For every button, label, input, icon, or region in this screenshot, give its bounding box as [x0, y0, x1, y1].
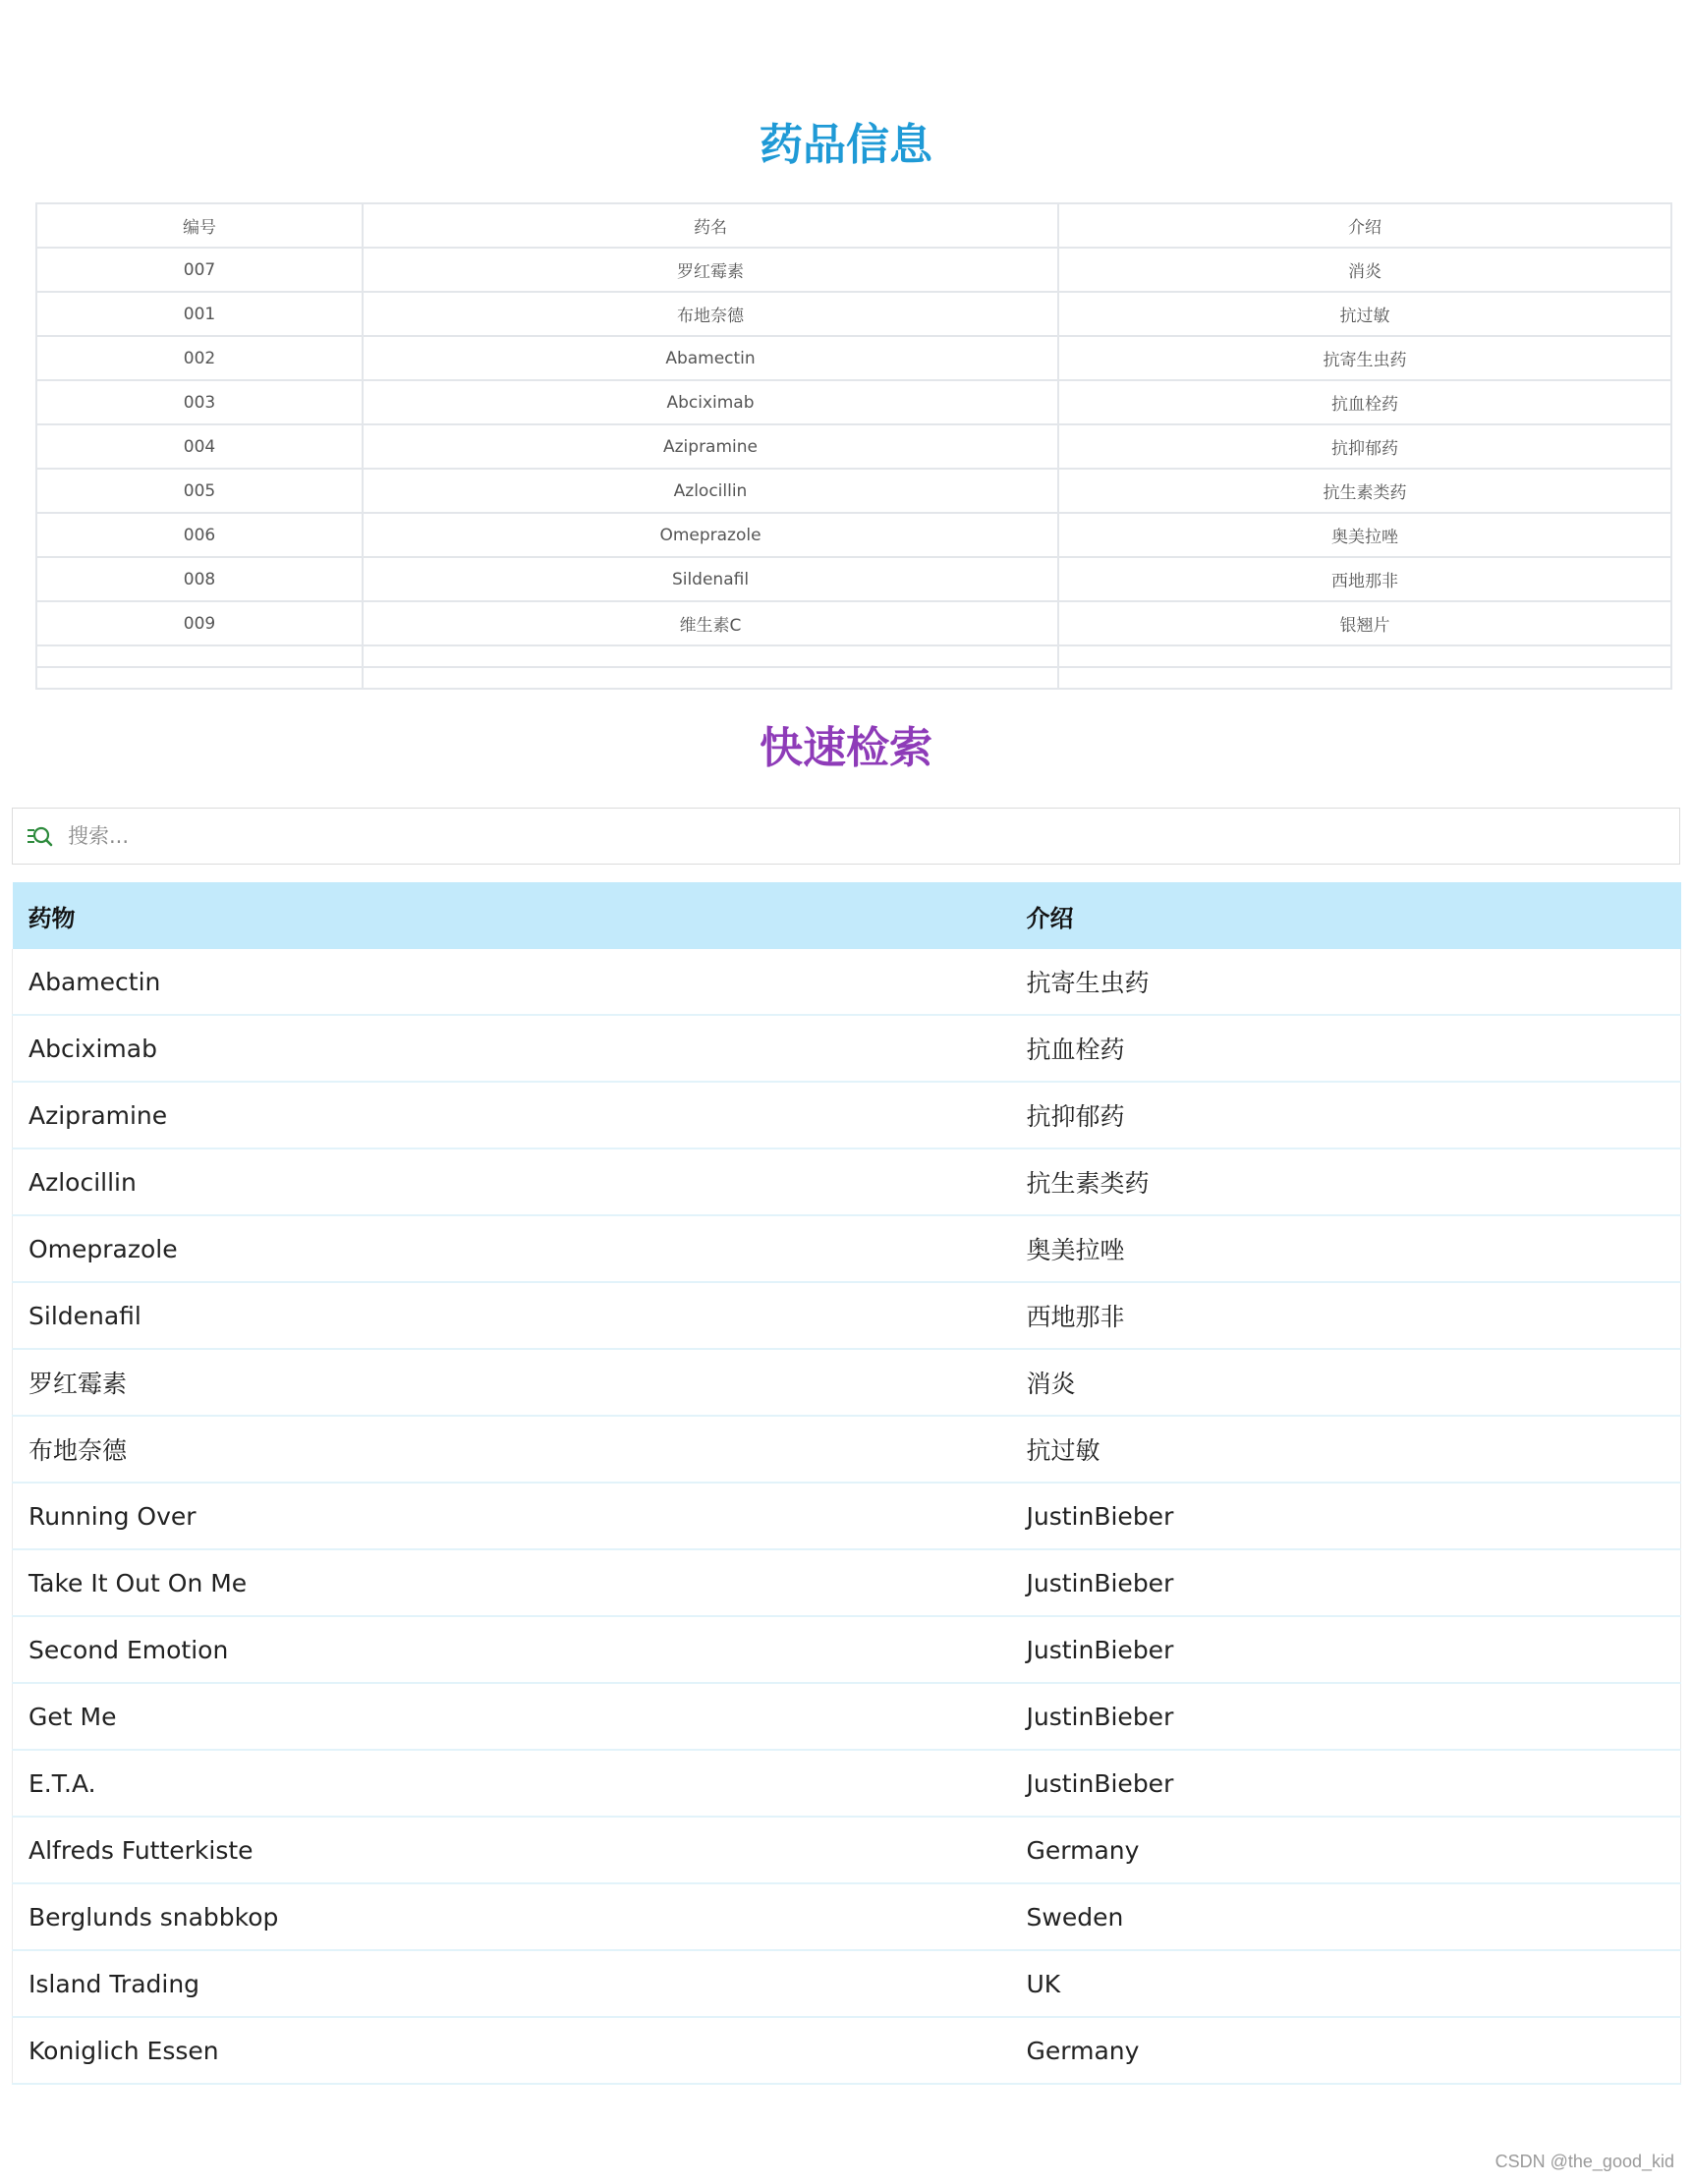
drug-name-cell: Alfreds Futterkiste [13, 1817, 1011, 1883]
drug-name-cell: Island Trading [13, 1950, 1011, 2017]
drug-info-row [36, 557, 1671, 601]
column-header-description: 介绍 [1058, 203, 1671, 248]
drug-name-cell: Koniglich Essen [13, 2017, 1011, 2084]
drug-name-cell: Azlocillin [13, 1148, 1011, 1215]
drug-id-cell: 006 [36, 513, 363, 557]
drug-description-cell: 奥美拉唑 [1058, 513, 1671, 557]
drug-name-cell: Abamectin [13, 949, 1011, 1015]
empty-cell [363, 667, 1058, 689]
drug-list-row [13, 1015, 1681, 1082]
drug-name-cell: Abciximab [13, 1015, 1011, 1082]
drug-intro-cell: JustinBieber [1011, 1616, 1681, 1683]
quick-search-title: 快速检索 [760, 723, 932, 773]
drug-info-empty-row [36, 645, 1671, 667]
drug-name-cell: 罗红霉素 [13, 1349, 1011, 1416]
drug-intro-cell: 抗抑郁药 [1011, 1082, 1681, 1148]
search-input[interactable] [66, 808, 1679, 865]
drug-info-header-row [36, 203, 1671, 248]
drug-info-row [36, 380, 1671, 424]
drug-list-header-row [13, 882, 1681, 949]
drug-list-table [12, 882, 1681, 2085]
drug-id-cell: 008 [36, 557, 363, 601]
drug-list-row [13, 2017, 1681, 2084]
drug-name-cell: Abamectin [363, 336, 1058, 380]
drug-name-cell: 维生素C [363, 601, 1058, 645]
drug-list-row [13, 1282, 1681, 1349]
drug-intro-cell: JustinBieber [1011, 1549, 1681, 1616]
drug-name-cell: Abciximab [363, 380, 1058, 424]
column-header-name: 药名 [363, 203, 1058, 248]
drug-intro-cell: Sweden [1011, 1883, 1681, 1950]
drug-list-row [13, 1883, 1681, 1950]
drug-id-cell: 002 [36, 336, 363, 380]
drug-id-cell: 009 [36, 601, 363, 645]
empty-cell [1058, 667, 1671, 689]
drug-name-cell: Take It Out On Me [13, 1549, 1011, 1616]
drug-name-cell: Berglunds snabbkop [13, 1883, 1011, 1950]
drug-intro-cell: 抗血栓药 [1011, 1015, 1681, 1082]
empty-cell [1058, 645, 1671, 667]
drug-description-cell: 抗抑郁药 [1058, 424, 1671, 469]
drug-description-cell: 西地那非 [1058, 557, 1671, 601]
drug-intro-cell: 抗寄生虫药 [1011, 949, 1681, 1015]
drug-name-cell: Get Me [13, 1683, 1011, 1750]
drug-intro-cell: 消炎 [1011, 1349, 1681, 1416]
drug-info-row [36, 424, 1671, 469]
drug-info-row [36, 336, 1671, 380]
drug-id-cell: 001 [36, 292, 363, 336]
drug-name-cell: Azlocillin [363, 469, 1058, 513]
drug-intro-cell: JustinBieber [1011, 1750, 1681, 1817]
drug-list-row [13, 1817, 1681, 1883]
drug-info-row [36, 601, 1671, 645]
column-header-id: 编号 [36, 203, 363, 248]
watermark: CSDN @the_good_kid [1495, 2152, 1674, 2171]
drug-name-cell: E.T.A. [13, 1750, 1011, 1817]
drug-list-row [13, 1750, 1681, 1817]
drug-intro-cell: 西地那非 [1011, 1282, 1681, 1349]
drug-info-row [36, 513, 1671, 557]
drug-list-row [13, 1549, 1681, 1616]
empty-cell [363, 645, 1058, 667]
drug-description-cell: 抗过敏 [1058, 292, 1671, 336]
drug-intro-cell: 奥美拉唑 [1011, 1215, 1681, 1282]
drug-intro-cell: JustinBieber [1011, 1483, 1681, 1549]
drug-description-cell: 银翘片 [1058, 601, 1671, 645]
drug-info-row [36, 469, 1671, 513]
drug-intro-cell: Germany [1011, 2017, 1681, 2084]
search-box [12, 808, 1680, 865]
drug-list-row [13, 1148, 1681, 1215]
drug-intro-cell: Germany [1011, 1817, 1681, 1883]
drug-name-cell: Sildenafil [13, 1282, 1011, 1349]
drug-description-cell: 抗寄生虫药 [1058, 336, 1671, 380]
drug-info-row [36, 292, 1671, 336]
drug-list-row [13, 1683, 1681, 1750]
drug-info-table [35, 202, 1672, 690]
drug-list-row [13, 1215, 1681, 1282]
drug-intro-cell: UK [1011, 1950, 1681, 2017]
drug-name-cell: Running Over [13, 1483, 1011, 1549]
drug-list-row [13, 1349, 1681, 1416]
drug-name-cell: Azipramine [363, 424, 1058, 469]
drug-id-cell: 005 [36, 469, 363, 513]
drug-intro-cell: 抗过敏 [1011, 1416, 1681, 1483]
drug-description-cell: 消炎 [1058, 248, 1671, 292]
column-header-drug: 药物 [13, 882, 1011, 949]
empty-cell [36, 667, 363, 689]
drug-id-cell: 003 [36, 380, 363, 424]
drug-name-cell: 布地奈德 [13, 1416, 1011, 1483]
drug-list-row [13, 1082, 1681, 1148]
drug-description-cell: 抗生素类药 [1058, 469, 1671, 513]
drug-list-row [13, 1616, 1681, 1683]
drug-list-row [13, 1950, 1681, 2017]
drug-name-cell: Second Emotion [13, 1616, 1011, 1683]
drug-id-cell: 007 [36, 248, 363, 292]
drug-name-cell: Omeprazole [13, 1215, 1011, 1282]
drug-info-empty-row [36, 667, 1671, 689]
drug-name-cell: Sildenafil [363, 557, 1058, 601]
drug-name-cell: Omeprazole [363, 513, 1058, 557]
search-list-icon [25, 821, 54, 851]
drug-info-title: 药品信息 [760, 120, 932, 170]
drug-id-cell: 004 [36, 424, 363, 469]
drug-list-row [13, 1483, 1681, 1549]
drug-name-cell: 布地奈德 [363, 292, 1058, 336]
drug-list-row [13, 1416, 1681, 1483]
drug-description-cell: 抗血栓药 [1058, 380, 1671, 424]
drug-intro-cell: 抗生素类药 [1011, 1148, 1681, 1215]
drug-name-cell: Azipramine [13, 1082, 1011, 1148]
drug-name-cell: 罗红霉素 [363, 248, 1058, 292]
column-header-intro: 介绍 [1011, 882, 1681, 949]
drug-list-row [13, 949, 1681, 1015]
empty-cell [36, 645, 363, 667]
drug-info-row [36, 248, 1671, 292]
drug-intro-cell: JustinBieber [1011, 1683, 1681, 1750]
